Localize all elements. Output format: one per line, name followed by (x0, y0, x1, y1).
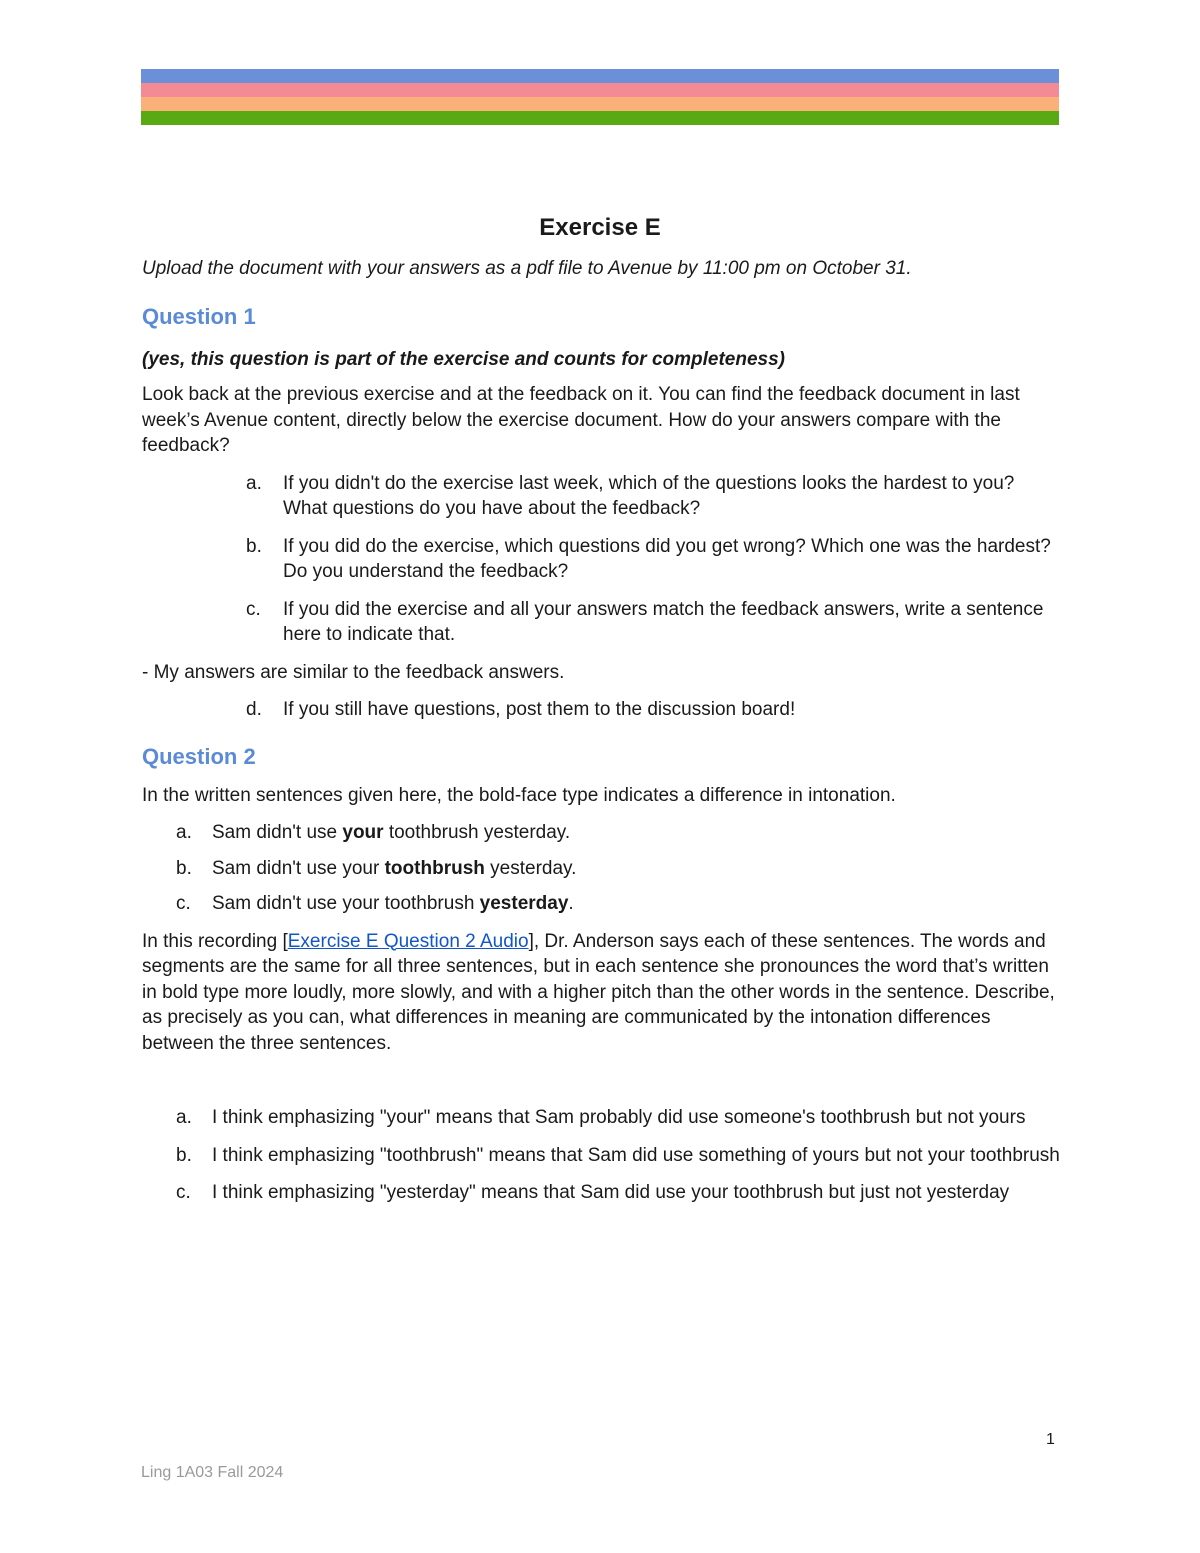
list-marker: a. (246, 472, 262, 494)
list-item-text: If you did do the exercise, which questions did you get wrong? Which one was the hardest? Do you understand the feedback? (283, 535, 1051, 582)
recording-before: In this recording [ (142, 930, 288, 952)
question-1-answer: - My answers are similar to the feedback answers. (142, 661, 565, 683)
list-item (142, 597, 1060, 648)
list-item (142, 471, 1060, 522)
list-item-text: I think emphasizing "your" means that Sam probably did use someone's toothbrush but not yours (212, 1107, 1026, 1128)
recording-after: ], Dr. Anderson says each of these sentences. The words and segments are the same for all three sentences, but in each sentence she pronounces the word that’s written in bold type more loudly, more slowly, and with a higher pitch than the other words in the sentence. Describe, as precisely as you can, what differences in meaning are communicated by the intonation differences between the three sentences. (142, 930, 1055, 1054)
list-item (142, 697, 1060, 723)
page-title: Exercise E (539, 214, 661, 241)
sentence-after: yesterday. (484, 857, 577, 879)
sentence-after: toothbrush yesterday. (383, 822, 571, 843)
question-1-heading: Question 1 (142, 303, 256, 329)
page-number: 1 (1046, 1431, 1055, 1448)
question-1-note: (yes, this question is part of the exercise and counts for completeness) (142, 348, 785, 370)
footer-course: Ling 1A03 Fall 2024 (141, 1464, 284, 1481)
list-item-text: If you didn't do the exercise last week, which of the questions looks the hardest to you? What questions do you have about the feedback? (283, 472, 1015, 519)
list-item (142, 1180, 1060, 1206)
list-marker: b. (176, 1144, 192, 1166)
list-marker: a. (176, 1107, 192, 1128)
list-marker: c. (176, 1182, 191, 1203)
list-marker: d. (246, 699, 262, 720)
stripe-green (141, 111, 1059, 125)
question-2-answers (142, 1105, 1060, 1206)
document-body (142, 256, 1060, 1218)
instructions: Upload the document with your answers as a pdf file to Avenue by 11:00 pm on October 31. (142, 258, 912, 279)
list-item (142, 820, 1060, 846)
list-marker: c. (246, 598, 261, 620)
list-marker: b. (176, 857, 192, 879)
header-stripes (141, 69, 1059, 125)
list-item (142, 891, 1060, 917)
list-item (142, 856, 1060, 882)
list-item (142, 534, 1060, 585)
sentence-after: . (568, 893, 574, 914)
list-marker: c. (176, 893, 191, 914)
question-1-list-d (142, 697, 1060, 723)
list-marker: a. (176, 822, 192, 843)
sentence-before: Sam didn't use (212, 822, 343, 843)
question-1-body: Look back at the previous exercise and at the feedback on it. You can find the feedback document in last week’s Avenue content, directly below the exercise document. How do your answers compare with the feedback? (142, 384, 1020, 456)
sentence-bold: toothbrush (384, 857, 485, 879)
sentence-bold: yesterday (479, 893, 569, 914)
spacer (142, 1068, 1060, 1105)
question-2-intro: In the written sentences given here, the bold-face type indicates a difference in intonation. (142, 784, 896, 806)
audio-link[interactable]: Exercise E Question 2 Audio (287, 930, 529, 952)
list-item-text: I think emphasizing "toothbrush" means that Sam did use something of yours but not your toothbrush (212, 1144, 1060, 1166)
question-2-sentences (142, 820, 1060, 917)
list-item (142, 1105, 1060, 1131)
sentence-before: Sam didn't use your (212, 857, 385, 879)
stripe-blue (141, 69, 1059, 83)
list-item-text: I think emphasizing "yesterday" means that Sam did use your toothbrush but just not yesterday (212, 1182, 1010, 1203)
stripe-pink (141, 83, 1059, 97)
list-item (142, 1143, 1060, 1169)
stripe-orange (141, 97, 1059, 111)
list-item-text: If you did the exercise and all your answers match the feedback answers, write a sentence here to indicate that. (283, 598, 1044, 645)
sentence-before: Sam didn't use your toothbrush (212, 893, 480, 914)
question-2-recording (142, 929, 1060, 1057)
list-item-text: If you still have questions, post them to the discussion board! (283, 699, 796, 720)
question-2-heading: Question 2 (142, 743, 256, 769)
sentence-bold: your (342, 822, 384, 843)
question-1-list (142, 471, 1060, 648)
list-marker: b. (246, 535, 262, 557)
